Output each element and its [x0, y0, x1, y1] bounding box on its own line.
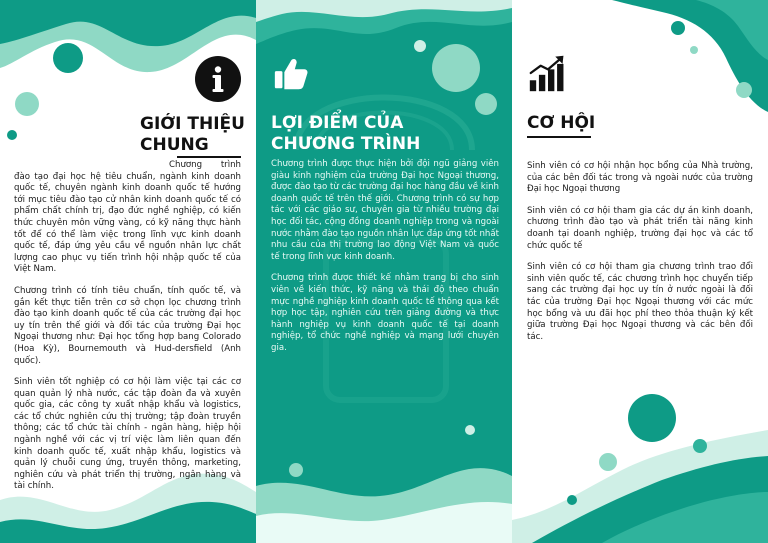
advantages-paragraph: Chương trình được thực hiện bởi đội ngũ giảng viên giàu kinh nghiệm của trường Đại học Ngoại thương, được đào tạo từ các trường đại học hàng đầu về kinh doanh quốc tế trên thế giới. Chương trình có sự hợp tác với các giáo sư, chuyên gia từ nhiều trường đại học đối tác, cộng đồng doanh nghiệp trong và ngoài nước nhằm đào tạo nguồn nhân lực đáp ứng tốt nhất nhu cầu của thị trường lao động Việt Nam và quốc tế trong lĩnh vực kinh doanh.: [271, 159, 499, 262]
introduction-title: [140, 114, 252, 156]
advantages-body: [271, 159, 499, 365]
bubble: [53, 43, 83, 73]
bubble: [289, 463, 303, 477]
introduction-paragraph: Chương trình đào tạo đại học hệ tiêu chuẩn, ngành kinh doanh quốc tế, chuyên ngành kinh doanh quốc tế hướng tới mục tiêu đào tạo cử nhân kinh doanh quốc tế có phẩm chất chính trị, đạo đức nghề nghiệp, có kiến thức chuyên môn vững vàng, có kỹ năng thực hành tốt để có thể làm việc trong lĩnh vực kinh doanh quốc tế, đáp ứng yêu cầu về nguồn nhân lực chất lượng cao phục vụ tiến trình hội nhập quốc tế của Việt Nam.: [14, 160, 241, 275]
bubble: [414, 40, 426, 52]
advantages-title: [271, 113, 501, 155]
opportunities-paragraph: Sinh viên có cơ hội tham gia chương trình trao đổi sinh viên quốc tế, các chương trình học chuyển tiếp sang các trường đại học uy tín ở nước ngoài là đối tác của trường Đại học Ngoại thương với các mức học bổng và ưu đãi học phí theo thỏa thuận ký kết giữa trường Đại học Ngoại thương và các bên đối tác.: [527, 262, 753, 342]
bubble: [599, 453, 617, 471]
bubble: [628, 394, 676, 442]
introduction-title-underline: [177, 156, 241, 158]
thumbs-up-icon: [272, 55, 310, 93]
info-icon: [195, 56, 241, 102]
opportunities-paragraph: Sinh viên có cơ hội tham gia các dự án kinh doanh, chương trình đào tạo và phát triển tài năng kinh doanh tại doanh nghiệp, trường đại học và các tổ chức quốc tế: [527, 205, 753, 251]
opportunities-body: [527, 161, 753, 353]
bubble: [693, 439, 707, 453]
bubble: [432, 44, 480, 92]
bubble: [690, 46, 698, 54]
growth-chart-icon: [528, 52, 568, 94]
advantages-paragraph: Chương trình được thiết kế nhằm trang bị cho sinh viên về kiến thức, kỹ năng và thái độ theo chuẩn mực nghề nghiệp kinh doanh quốc tế thông qua kết hợp học tập, nghiên cứu trên giảng đường và thực hành nghiệp vụ kinh doanh quốc tế tại doanh nghiệp, tổ chức nghề nghiệp và mạng lưới chuyên gia.: [271, 273, 499, 353]
bubble: [7, 130, 17, 140]
introduction-paragraph: Sinh viên tốt nghiệp có cơ hội làm việc tại các cơ quan quản lý nhà nước, các tập đoàn đa và xuyên quốc gia, các công ty xuất nhập khẩu và logistics, các tổ chức nghiên cứu thị trường; tập đoàn truyền thông; các tổ chức tài chính - ngân hàng, hiệp hội ngành nghề với các vị trí việc làm liên quan đến kinh doanh quốc tế, xuất nhập khẩu, logistics và quản lý chuỗi cung ứng, truyền thông, marketing, nghiên cứu và phát triển thị trường, ngân hàng và tài chính.: [14, 377, 241, 492]
bubble: [567, 495, 577, 505]
bubble: [475, 93, 497, 115]
panel-introduction: [0, 0, 256, 543]
bubble: [671, 21, 685, 35]
opportunities-paragraph: Sinh viên có cơ hội nhận học bổng của Nhà trường, của các bên đối tác trong và ngoài nước của trường Đại học Ngoại thương: [527, 161, 753, 195]
opportunities-title-underline: [527, 136, 591, 138]
bubble: [465, 425, 475, 435]
introduction-paragraph: Chương trình có tính tiêu chuẩn, tính quốc tế, và gắn kết thực tiễn trên cơ sở chọn lọc chương trình đào tạo kinh doanh quốc tế của các trường đại học uy tín trên thế giới và đối tác của trường Đại học Ngoại thương như: Đại học tổng hợp bang Colorado (Hoa Kỳ), Bournemouth và Hud-dersfield (Anh quốc).: [14, 285, 241, 366]
opportunities-title: CƠ HỘI: [527, 113, 596, 133]
advantages-title-line1: LỢI ĐIỂM CỦA: [271, 113, 404, 133]
bubble: [15, 92, 39, 116]
introduction-body: [14, 160, 241, 503]
advantages-title-line2: CHƯƠNG TRÌNH: [271, 134, 421, 154]
bubble: [736, 82, 752, 98]
panel-opportunities: [512, 0, 768, 543]
panel-advantages: [256, 0, 512, 543]
introduction-title-line2: CHUNG: [140, 135, 209, 155]
introduction-title-line1: GIỚI THIỆU: [140, 114, 245, 134]
